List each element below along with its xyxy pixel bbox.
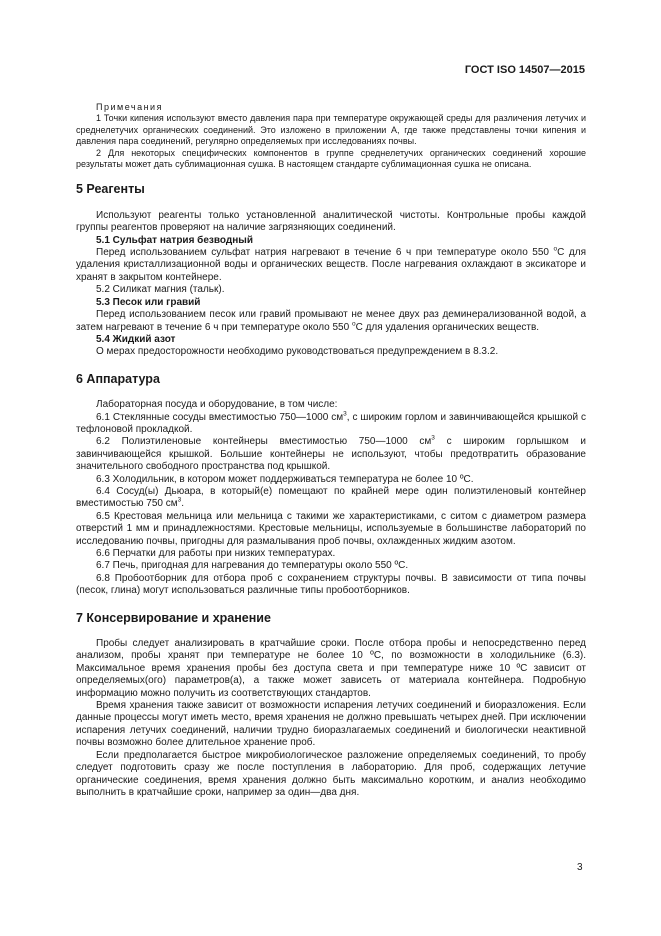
text-part: Перед использованием песок или гравий промывают не менее двух раз деминерализованной водой, а затем нагревают в течение 6 ч при температуре около 550 (76, 309, 586, 333)
page-content (76, 102, 586, 799)
notes-title: Примечания (96, 102, 163, 112)
item-6-3: 6.3 Холодильник, в котором может поддерживаться температура не более 10 ºС. (96, 473, 474, 485)
section-5 (76, 183, 586, 358)
text-part: С для удаления кристаллизационной воды и органических веществ. После нагревания охлаждают в эксикаторе и хранят в закрытом контейнере. (76, 247, 587, 283)
page-number: 3 (577, 862, 583, 873)
degree-mark: о (351, 320, 356, 328)
superscript: 3 (343, 410, 347, 418)
text-part: 6.4 Сосуд(ы) Дьюара, в который(е) помещают по крайней мере один полиэтиленовый контейнер вместимостью 750 см (76, 485, 586, 510)
subsection-5-1-title: 5.1 Сульфат натрия безводный (96, 234, 253, 246)
note-1: 1 Точки кипения используют вместо давления пара при температуре окружающей среды для различения летучих и среднелетучих органических соединений. Это изложено в приложении А, где также представлены точки кипения и давления пара соединений, регулярно определяемых при исследованиях почвы. (76, 113, 586, 147)
text-part: С для удаления органических веществ. (355, 321, 540, 333)
subsection-5-4-text: О мерах предосторожности необходимо руководствоваться предупреждением в 8.3.2. (96, 346, 499, 358)
text-part: Перед использованием сульфат натрия нагревают в течение 6 ч при температуре около 550 (96, 247, 549, 259)
standard-designation: ГОСТ ISO 14507—2015 (464, 64, 585, 76)
text-part: с широким горлышком и завинчивающейся крышкой. Большие контейнеры не используют, чтобы предотвратить образование значительного свободного пространства под крышкой. (76, 436, 586, 473)
superscript: 3 (177, 497, 182, 505)
text-part: 6.1 Стеклянные сосуды вместимостью 750—1000 см (96, 411, 344, 423)
superscript: 3 (431, 435, 435, 443)
item-6-6: 6.6 Перчатки для работы при низких температурах. (96, 548, 336, 559)
section-7 (76, 612, 586, 800)
text-part: , с широким горлом и завинчивающейся крышкой с тефлоновой прокладкой. (76, 411, 586, 435)
section-5-intro: Используют реагенты только установленной аналитической чистоты. Контрольные пробы каждой группы реагентов проверяют на наличие загрязняющих соединений. (76, 209, 586, 234)
item-6-5: 6.5 Крестовая мельница или мельница с такими же характеристиками, с ситом с диаметром размера отверстий 1 мм и принадлежностями. Крестовые мельницы, используемые в большинстве лабораторий по исследованию почвы, пригодны для размалывания проб почвы, охлажденных жидким азотом. (76, 510, 586, 547)
section-7-title: 7 Консервирование и хранение (76, 610, 271, 625)
section-6-intro: Лабораторная посуда и оборудование, в том числе: (96, 399, 338, 411)
item-6-8: 6.8 Пробоотборник для отбора проб с сохранением структуры почвы. В зависимости от типа почвы (песок, глина) могут использоваться различные типы пробоотборников. (76, 572, 586, 597)
text-part: 6.2 Полиэтиленовые контейнеры вместимостью 750—1000 см (96, 436, 432, 448)
subsection-5-3-text (76, 309, 586, 334)
item-6-1 (76, 412, 586, 437)
subsection-5-1-text (76, 247, 586, 284)
section-6 (76, 373, 586, 598)
subsection-5-2: 5.2 Силикат магния (тальк). (96, 284, 225, 296)
note-2: 2 Для некоторых специфических компонентов в группе среднелетучих органических соединений хорошие результаты может дать сублимационная сушка. В настоящем стандарте сублимационная сушка не описана. (76, 147, 586, 170)
section-7-paragraph-3: Если предполагается быстрое микробиологическое разложение определяемых соединений, то пробу следует подготовить сразу же после поступления в лабораторию. Для проб, содержащих летучие органические соединения, время хранения должно быть максимально коротким, и анализ необходимо выполнить в кратчайшие сроки, например за один—два дня. (76, 749, 586, 798)
section-5-title: 5 Реагенты (76, 182, 145, 197)
item-6-2 (76, 436, 586, 473)
subsection-5-3-title: 5.3 Песок или гравий (96, 296, 201, 308)
item-6-4 (76, 486, 586, 511)
text-part: . (181, 498, 185, 510)
item-6-7: 6.7 Печь, пригодная для нагревания до температуры около 550 ºС. (96, 560, 409, 572)
section-6-title: 6 Аппаратура (76, 371, 160, 386)
section-7-paragraph-2: Время хранения также зависит от возможности испарения летучих соединений и биоразложения. Если данные процессы могут иметь место, время хранения не должно превышать четырех дней. При исключении испарения летучих соединений, наличии трудно биоразлагаемых соединений и биологически неактивной почвы возможно более длительное хранение проб. (76, 700, 586, 749)
notes-block (76, 102, 586, 170)
degree-mark: о (553, 245, 558, 253)
subsection-5-4-title: 5.4 Жидкий азот (96, 333, 176, 345)
section-7-paragraph-1: Пробы следует анализировать в кратчайшие сроки. После отбора пробы и непосредственно перед анализом, пробы хранят при температуре не более 10 ºС, по возможности в холодильнике (6.3). Максимальное время хранения пробы без доступа света и при температуре ниже 10 ºС зависит от определяемых(ого) параметров(а), а также может зависеть от материала контейнера. Подробную информацию можно получить из соответствующих стандартов. (76, 638, 586, 699)
